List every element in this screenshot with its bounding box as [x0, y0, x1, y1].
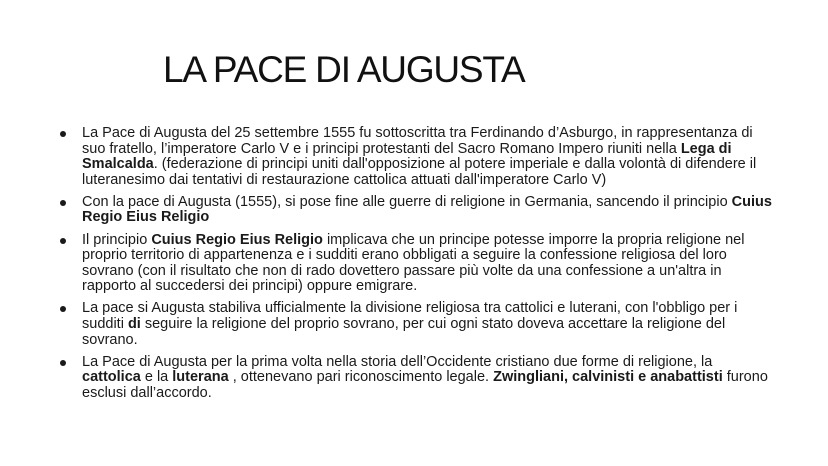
bullet-list — [60, 126, 775, 408]
bullet-dot-icon — [60, 200, 66, 206]
bullet-text: , ottenevano pari riconoscimento legale. — [228, 369, 494, 386]
bullet-text: e la — [140, 369, 173, 386]
bullet-item — [60, 301, 775, 348]
bullet-dot-icon — [60, 131, 66, 137]
slide-title: LA PACE DI AUGUSTA — [163, 49, 525, 90]
bullet-item — [60, 233, 775, 295]
bullet-dot-icon — [60, 360, 66, 366]
bullet-bold-text: Zwingliani, calvinisti e anabattisti — [493, 369, 723, 386]
bullet-text: implicava che un principe potesse imporre la propria religione nel proprio territorio di appartenenza e i sudditi erano obbligati a seguire la confessione religiosa del loro sovrano (con il risultato che non di rado dovettero passare più volte da una confessione a un'altra in rapporto al succedersi dei principi) oppure emigrare. — [82, 231, 745, 295]
bullet-item — [60, 126, 775, 188]
bullet-bold-text: di — [127, 316, 141, 333]
bullet-text: seguire la religione del proprio sovrano, per cui ogni stato doveva accettare la religione del sovrano. — [82, 316, 726, 348]
bullet-item — [60, 355, 775, 402]
bullet-dot-icon — [60, 238, 66, 244]
bullet-bold-text: cattolica — [82, 369, 141, 386]
bullet-text: Con la pace di Augusta (1555), si pose fine alle guerre di religione in Germania, sancendo il principio — [82, 193, 732, 210]
bullet-bold-text: Cuius Regio Eius Religio — [151, 231, 323, 248]
bullet-text: furono esclusi dall’accordo. — [82, 369, 768, 401]
bullet-bold-text: Cuius Regio Eius Religio — [82, 193, 772, 226]
bullet-text: . (federazione di principi uniti dall'opposizione al potere imperiale e dalla volontà di difendere il luteranesimo dai tentativi di restaurazione cattolica attuati dall'imperatore Carlo V) — [82, 156, 757, 188]
bullet-text: La pace si Augusta stabiliva ufficialmente la divisione religiosa tra cattolici e luterani, con l'obbligo per i sudditi — [82, 300, 738, 333]
bullet-bold-text: Lega di Smalcalda — [82, 140, 732, 173]
bullet-dot-icon — [60, 306, 66, 312]
bullet-text: La Pace di Augusta per la prima volta nella storia dell’Occidente cristiano due forme di religione, la — [82, 353, 713, 370]
bullet-bold-text: luterana — [172, 369, 229, 386]
bullet-text: La Pace di Augusta del 25 settembre 1555 fu sottoscritta tra Ferdinando d’Asburgo, in rappresentanza di suo fratello, l’imperatore Carlo V e i principi protestanti del Sacro Romano Impero riuniti nella — [82, 125, 753, 157]
bullet-item — [60, 195, 775, 226]
bullet-text: Il principio — [82, 231, 152, 248]
